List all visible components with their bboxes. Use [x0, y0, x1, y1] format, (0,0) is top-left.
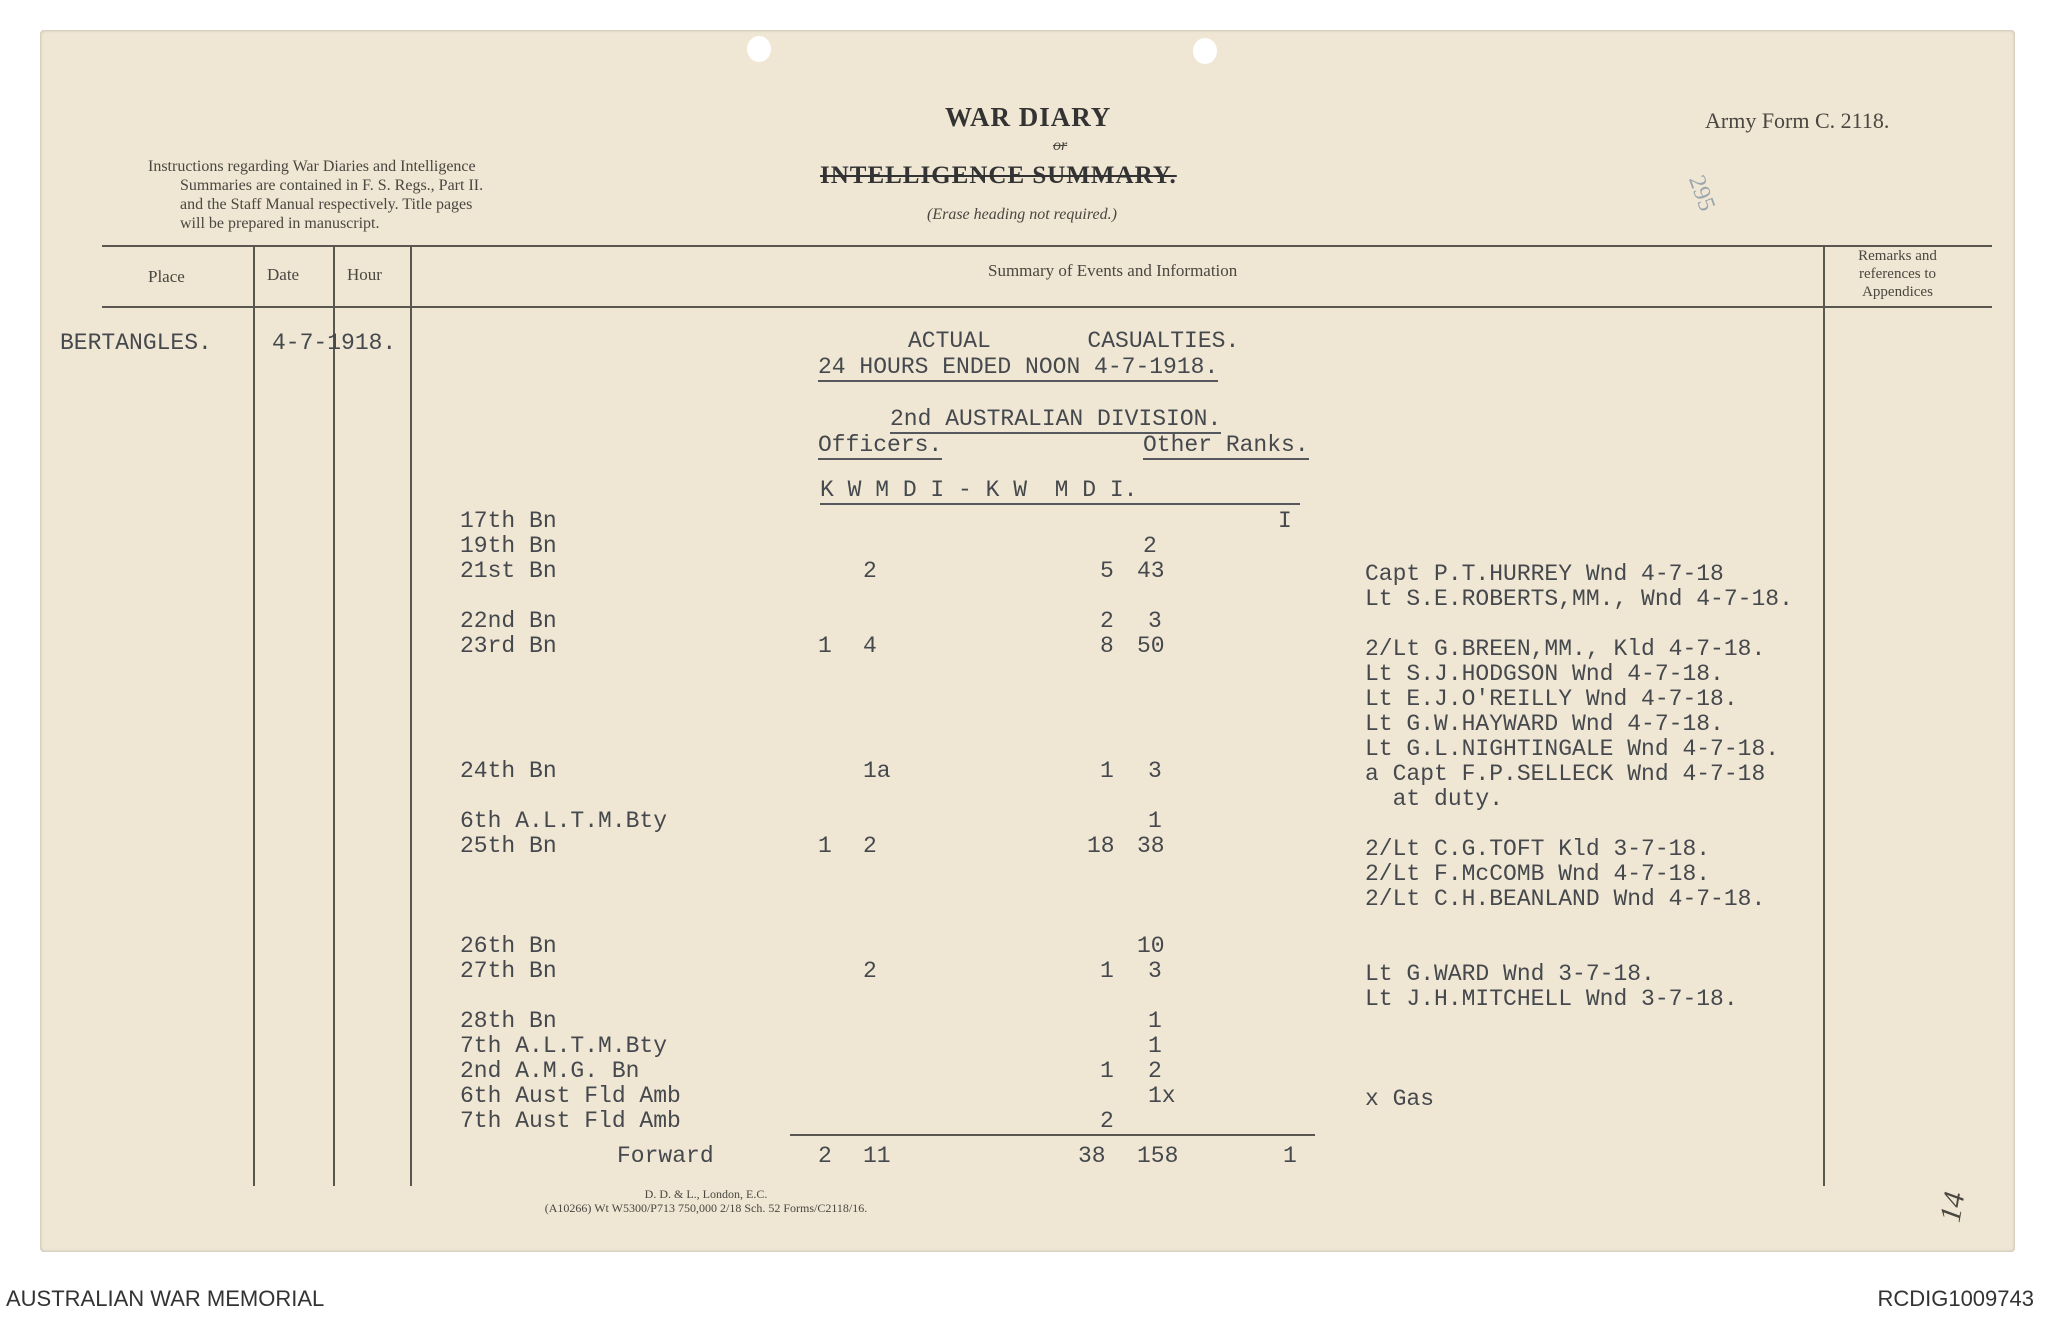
forward-officers-killed: 2 [818, 1143, 832, 1169]
unit-name: 21st Bn [460, 558, 557, 584]
note-line: Lt J.H.MITCHELL Wnd 3-7-18. [1365, 986, 1738, 1012]
forward-other-ranks-killed: 38 [1078, 1143, 1106, 1169]
note-line: Lt S.E.ROBERTS,MM., Wnd 4-7-18. [1365, 586, 1793, 612]
unit-name: 17th Bn [460, 508, 557, 534]
other-ranks-wounded: 10 [1137, 933, 1165, 959]
instructions: Instructions regarding War Diaries and Intelligence Summaries are contained in F. S. Regs., Part II. and the Staff Manual respectively. Title pages will be prepared in manuscript. [148, 158, 484, 232]
header-top-rule [102, 245, 1992, 247]
officers-wounded: 1a [863, 758, 891, 784]
page-number-mark: 14 [1933, 1189, 1972, 1225]
column-divider [1823, 246, 1825, 1186]
printer-imprint: D. D. & L., London, E.C. (A10266) Wt W5300/P713 750,000 2/18 Sch. 52 Forms/C2118/16. [544, 1187, 868, 1215]
note-line: Lt G.WARD Wnd 3-7-18. [1365, 961, 1655, 987]
note-line: at duty. [1365, 786, 1504, 812]
unit-name: 6th Aust Fld Amb [460, 1083, 681, 1109]
officers-wounded: 4 [863, 633, 877, 659]
column-date: Date [267, 265, 300, 284]
other-ranks-killed: 2 [1100, 1108, 1114, 1134]
other-ranks-wounded: 50 [1137, 633, 1165, 659]
punch-hole [1193, 38, 1217, 64]
officers-killed: 1 [818, 633, 832, 659]
forward-other-ranks-wounded: 158 [1137, 1143, 1179, 1169]
column-divider [253, 246, 255, 1186]
other-ranks-wounded: 3 [1148, 608, 1162, 634]
stamp-number: 295 [1683, 171, 1720, 215]
other-ranks-wounded: 1 [1148, 1033, 1162, 1059]
note-line: a Capt F.P.SELLECK Wnd 4-7-18 [1365, 761, 1766, 787]
erase-note: (Erase heading not required.) [927, 206, 1117, 223]
heading-24-hours: 24 HOURS ENDED NOON 4-7-1918. [818, 354, 1219, 380]
note-line: Lt S.J.HODGSON Wnd 4-7-18. [1365, 661, 1724, 687]
header-bottom-rule [102, 306, 1992, 308]
unit-name: 6th A.L.T.M.Bty [460, 808, 668, 834]
officers-heading: Officers. [818, 432, 943, 458]
archive-right-label: RCDIG1009743 [1877, 1286, 2034, 1311]
total-rule [790, 1134, 1315, 1136]
other-ranks-wounded: 1 [1148, 1008, 1162, 1034]
form-subtitle: INTELLIGENCE SUMMARY. [820, 162, 1177, 189]
form-title: WAR DIARY [945, 102, 1112, 132]
forward-label: Forward [617, 1143, 714, 1169]
other-ranks-killed: 1 [1100, 1058, 1114, 1084]
column-divider [410, 246, 412, 1186]
army-form-number: Army Form C. 2118. [1705, 108, 1890, 133]
other-ranks-wounded: 43 [1137, 558, 1165, 584]
other-ranks-killed: 2 [1100, 608, 1114, 634]
unit-name: 22nd Bn [460, 608, 557, 634]
officers-wounded: 2 [863, 833, 877, 859]
other-ranks-killed: 1 [1100, 958, 1114, 984]
note-line: Lt E.J.O'REILLY Wnd 4-7-18. [1365, 686, 1738, 712]
or-mark: or [1053, 137, 1068, 154]
note-line: Lt G.W.HAYWARD Wnd 4-7-18. [1365, 711, 1724, 737]
other-ranks-wounded: 1x [1148, 1083, 1176, 1109]
division-heading: 2nd AUSTRALIAN DIVISION. [890, 406, 1222, 432]
unit-name: 19th Bn [460, 533, 557, 559]
note-line: 2/Lt G.BREEN,MM., Kld 4-7-18. [1365, 636, 1766, 662]
forward-other-ranks-injured: 1 [1283, 1143, 1297, 1169]
officers-wounded: 2 [863, 558, 877, 584]
column-summary: Summary of Events and Information [988, 261, 1238, 280]
officers-wounded: 2 [863, 958, 877, 984]
unit-name: 25th Bn [460, 833, 557, 859]
note-line: 2/Lt C.H.BEANLAND Wnd 4-7-18. [1365, 886, 1766, 912]
other-ranks-wounded: 38 [1137, 833, 1165, 859]
note-line: Capt P.T.HURREY Wnd 4-7-18 [1365, 561, 1724, 587]
other-ranks-wounded: 3 [1148, 758, 1162, 784]
archive-left-label: AUSTRALIAN WAR MEMORIAL [6, 1286, 325, 1311]
other-ranks-killed: 5 [1100, 558, 1114, 584]
other-ranks-wounded: 1 [1148, 808, 1162, 834]
other-ranks-wounded: 3 [1148, 958, 1162, 984]
unit-name: 27th Bn [460, 958, 557, 984]
note-line: x Gas [1365, 1086, 1435, 1112]
unit-name: 2nd A.M.G. Bn [460, 1058, 640, 1084]
heading-actual-casualties: ACTUAL CASUALTIES. [908, 328, 1240, 354]
other-ranks-wounded: 2 [1148, 1058, 1162, 1084]
other-ranks-wounded: 2 [1143, 533, 1157, 559]
unit-name: 28th Bn [460, 1008, 557, 1034]
unit-name: 7th A.L.T.M.Bty [460, 1033, 668, 1059]
punch-hole [747, 36, 771, 62]
other-ranks-killed: 8 [1100, 633, 1114, 659]
note-line: Lt G.L.NIGHTINGALE Wnd 4-7-18. [1365, 736, 1780, 762]
officers-killed: 1 [818, 833, 832, 859]
column-remarks: Remarks and references to Appendices [1858, 248, 1937, 300]
document-sheet [40, 30, 2015, 1252]
note-line: 2/Lt C.G.TOFT Kld 3-7-18. [1365, 836, 1711, 862]
unit-name: 26th Bn [460, 933, 557, 959]
unit-name: 7th Aust Fld Amb [460, 1108, 681, 1134]
casualty-column-header: K W M D I - K W M D I. [820, 477, 1300, 505]
unit-name: 23rd Bn [460, 633, 557, 659]
column-hour: Hour [347, 265, 382, 284]
other-ranks-killed: 18 [1087, 833, 1115, 859]
forward-officers-wounded: 11 [863, 1143, 891, 1169]
other-ranks-heading: Other Ranks. [1143, 432, 1309, 458]
unit-name: 24th Bn [460, 758, 557, 784]
other-ranks-killed: 1 [1100, 758, 1114, 784]
note-line: 2/Lt F.McCOMB Wnd 4-7-18. [1365, 861, 1711, 887]
entry-place: BERTANGLES. [60, 330, 212, 356]
other-ranks-injured: I [1278, 508, 1292, 534]
column-divider [333, 246, 335, 1186]
entry-date: 4-7-1918. [272, 330, 397, 356]
column-place: Place [148, 267, 185, 286]
